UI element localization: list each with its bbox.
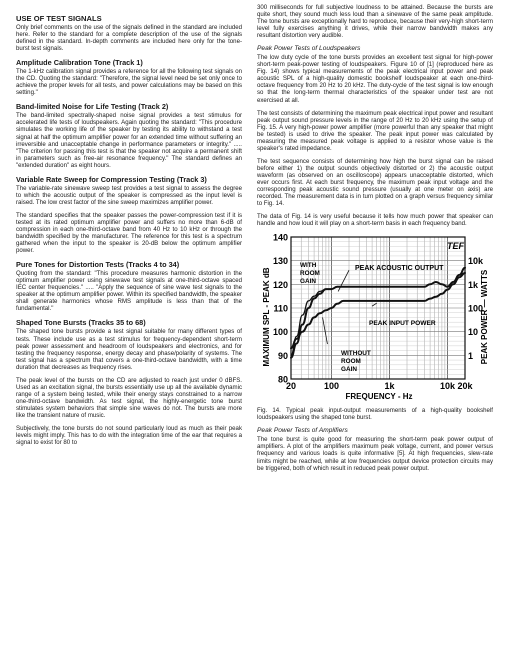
annotation-pointer [338, 270, 349, 291]
right-column [257, 4, 493, 478]
annotation-with-room-gain-1: WITH [300, 262, 317, 270]
subsection-heading: Peak Power Tests of Loudspeakers [257, 45, 361, 53]
figure-14-chart [257, 233, 493, 405]
x-tick-label: 1k [384, 381, 395, 392]
x-tick-label: 10k [440, 381, 456, 392]
annotation-peak-input-power: PEAK INPUT POWER [369, 320, 436, 328]
annotation-without-room-gain-3: GAIN [341, 366, 357, 374]
paragraph: The standard specifies that the speaker passes the power-compression test if it is tested at its rated optimum amplifier power and suffers no more than 6-dB of compression in each one-third-octave band from 40 Hz to 10 kHz or through the bandwidth specified by the manufacturer. The reference for this test is a spectrum gathered when the input to the speaker is 20-dB below the optimum amplifier power. [16, 211, 242, 255]
paragraph: The data of Fig. 14 is very useful because it tells how much power that speaker can handle and how loud it will play on a short-term basis in each frequency band. [257, 213, 493, 228]
y-tick-label-right: 1 [468, 351, 474, 362]
y-axis-label-right: PEAK POWER — WATTS [480, 270, 489, 365]
y-tick-label-right: 100 [468, 303, 484, 314]
paragraph: The peak level of the bursts on the CD are adjusted to reach just under 0 dBFS. Used as an excitation signal, the bursts essentially use up all the available dynamic range of a system being tested, while their energy stays constrained to a narrow one-third-octave bandwidth. As test signal, the highly-energetic tone burst stimulates system behaviors that simple sine waves do not. The bursts are more like the transient nature of music. [16, 376, 242, 419]
y-tick-label-left: 80 [277, 374, 288, 385]
section-heading: Shaped Tone Bursts (Tracks 35 to 68) [16, 318, 146, 328]
paragraph: Only brief comments on the use of the signals defined in the standard are included here. Refer to the standard for a complete description of the use of the signals defined in the standard. In-depth comments are included here only for the tone-burst test signals. [16, 24, 242, 53]
paragraph: The band-limited spectrally-shaped noise signal provides a test stimulus for accelerated life tests of loudspeakers. Again quoting the standard: "This procedure simulates the working life of the speaker by testing its ability to withstand a test signal at half the optimum amplifier power for an extended time without suffering an irreversible and unacceptable change in performance parameters or integrity." ..... "The criterion for passing this test is that the speaker not acquire a permanent shift in parameters such as free-air resonance frequency." The standard defines an "extended duration" as eight hours. [16, 112, 242, 169]
paragraph: Subjectively, the tone bursts do not sound particularly loud as much as their peak levels might imply. This has to do with the integration time of the ear that requires a signal to exist for 80 to [16, 425, 242, 447]
y-tick-label-left: 140 [272, 233, 288, 243]
section-heading: Variable Rate Sweep for Compression Testing (Track 3) [16, 174, 207, 184]
y-tick-label-left: 100 [272, 327, 288, 338]
left-column [16, 14, 242, 452]
annotation-peak-acoustic-output: PEAK ACOUSTIC OUTPUT [355, 265, 444, 273]
x-tick-label: 20k [457, 381, 473, 392]
annotation-without-room-gain-1: WITHOUT [341, 350, 371, 358]
paragraph: 300 milliseconds for full subjective loudness to be attained. Because the bursts are quite short, they sound much less loud than a sinewave of the same peak amplitude. The tone bursts are exceptionally hard to reproduce, because their very-high short-term level fully exercises anything it drives, while their narrow bandwidth makes any resultant distortion very audible. [257, 4, 493, 40]
annotation-pointer [372, 303, 377, 306]
section-heading: Pure Tones for Distortion Tests (Tracks 4 to 34) [16, 260, 180, 270]
y-tick-label-left: 130 [272, 256, 288, 267]
y-tick-label-right: 10 [468, 327, 479, 338]
annotation-pointer [323, 318, 328, 345]
y-axis-label-left: MAXIMUM SPL - PEAK dB [262, 267, 271, 367]
chart-grid [291, 237, 465, 379]
paragraph: The 1-kHz calibration signal provides a reference for all the following test signals on the CD. Quoting the standard: "Therefore, the signal level need be set only once to achieve the proper levels for all tests, and power calculations may be based on this setting." [16, 68, 242, 97]
annotation-with-room-gain-2: ROOM [300, 270, 320, 278]
section-heading: USE OF TEST SIGNALS [16, 14, 102, 23]
subsection-heading: Peak Power Tests of Amplifiers [257, 427, 348, 435]
y-tick-label-left: 120 [272, 280, 288, 291]
paragraph: The shaped tone bursts provide a test signal suitable for many different types of tests. These include use as a test stimulus for frequency-dependent short-term peak power assessment and headroom of loudspeakers and electronics, and for testing the frequency response, energy decay and phase/polarity of systems. The test signal has a spectrum that covers a one-third-octave bandwidth, with a time duration that decreases as frequency rises. [16, 328, 242, 371]
paragraph: The variable-rate sinewave sweep test provides a test signal to assess the degree to which the acoustic output of the speaker is compressed as the input level is raised. The low crest factor of the sine sweep maximizes amplifier power. [16, 184, 242, 206]
brand-label: TEF [447, 241, 464, 252]
x-tick-label: 20 [285, 381, 297, 392]
section-heading: Amplitude Calibration Tone (Track 1) [16, 58, 143, 68]
annotation-with-room-gain-3: GAIN [300, 278, 316, 286]
x-axis-label: FREQUENCY - Hz [345, 392, 413, 402]
section-heading: Band-limited Noise for Life Testing (Track 2) [16, 102, 169, 112]
paragraph: The low duty cycle of the tone bursts provides an excellent test signal for high-power short-term peak-power testing of loudspeakers. Figure 10 of [1] (reproduced here as Fig. 14) shows typical measurements of the peak electrical input power and peak acoustic SPL of a high-quality domestic bookshelf loudspeaker at each one-third-octave frequency from 20 Hz to 20 kHz. The duty-cycle of the test signal is low enough so that the long-term thermal characteristics of the speaker under test are not exercised at all. [257, 54, 493, 104]
annotation-without-room-gain-2: ROOM [341, 358, 361, 366]
y-tick-label-left: 110 [273, 303, 288, 314]
y-tick-label-right: 10k [468, 256, 484, 267]
paragraph: The test consists of determining the maximum peak electrical input power and resultant peak output sound pressure levels in the range of 20 Hz to 20 kHz using the setup of Fig. 15. A very high-power power amplifier (more powerful than any speaker that might be tested) is used to drive the speaker. The peak input power was calculated by measuring the measured peak voltage is applied to a resistor whose value is the speaker's rated impedance. [257, 109, 493, 152]
y-tick-label-left: 90 [277, 351, 288, 362]
y-tick-label-right: 1k [468, 280, 479, 291]
paragraph: Quoting from the standard: "This procedure measures harmonic distortion in the optimum amplifier power using sinewave test signals at one-third-octave spaced IEC center frequencies." ..... "Apply the sequence of sine wave test signals to the speaker at the optimum amplifier power. Within its specified bandwidth, the speaker shall generate harmonics whose RMS amplitude is less than that of the fundamental." [16, 270, 242, 313]
figure-caption: Fig. 14. Typical peak input-output measurements of a high-quality bookshelf loudspeakers using the shaped tone burst. [257, 407, 493, 422]
x-tick-label: 100 [324, 381, 340, 392]
paragraph: The test sequence consists of determining how high the burst signal can be raised before either 1) the output sounds objectively distorted or 2) the acoustic output waveform (as observed on an oscilloscope) appears unacceptable distorted, which ever occurs first. At each burst frequency, the maximum peak input voltage and the corresponding peak acoustic sound pressure (usually at one meter on axis) are recorded. The measurement data is in turn plotted on a graph versus frequency similar to Fig. 14. [257, 157, 493, 208]
chart-svg [257, 233, 493, 405]
paragraph: The tone burst is quite good for measuring the short-term peak power output of amplifiers. A plot of the amplifiers maximum peak voltage, current, and power versus frequency and various loads is quite informative [5]. At high frequencies, slew-rate limits might be reached, while at low frequencies output device protection circuits may be triggered, both of which result in reduced peak power output. [257, 436, 493, 472]
